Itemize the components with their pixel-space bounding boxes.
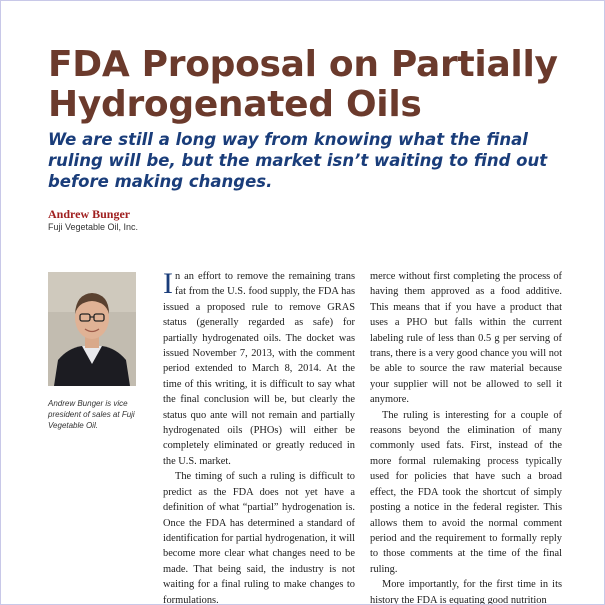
paragraph: The ruling is interesting for a couple of reasons beyond the elimination of many commonly used fats. First, instead of the more formal rulemaking process typically used for policies that have such a broad effect, the FDA took the shortcut of simply posting a notice in the federal register. This allows them to avoid the normal comment period and the requirement to formally reply to those comments at the time of the final ruling. [370,409,562,575]
article-deck: We are still a long way from knowing what the final ruling will be, but the market isn’t waiting to find out before making changes. [48,130,548,191]
paragraph [163,269,355,469]
paragraph: More importantly, for the first time in its history the FDA is equating good nutrition [370,579,562,605]
photo-caption: Andrew Bunger is vice president of sales at Fuji Vegetable Oil. [48,399,135,430]
author-photo [48,272,136,386]
article-title: FDA Proposal on Partially Hydrogenated Oils [48,44,558,125]
body-column-1 [163,269,355,605]
paragraph: merce without first completing the process of having them approved as a food additive. This means that if you have a product that uses a PHO but falls within the current labeling rule of less than 0.5 g per serving of trans, there is a very good chance you will not be able to source the raw material because your supplier will not be allowed to sell it anymore. [370,271,562,406]
author-portrait-image [48,272,136,386]
paragraph-text: n an effort to remove the remaining trans fat from the U.S. food supply, the FDA has issued a proposed rule to remove GRAS status (generally regarded as safe) for partially hydrogenated oils. The docket was issued November 7, 2013, with the comment period extended to March 8, 2014. At the time of this writing, it is difficult to say what the final conclusion will be, but clearly the status quo ante will not remain and partially hydrogenated oils (PHOs) will either be completely eliminated or greatly reduced in the U.S. market. [163,271,355,467]
author-affiliation: Fuji Vegetable Oil, Inc. [48,222,139,232]
paragraph: The timing of such a ruling is difficult to predict as the FDA does not yet have a definition of what “partial” hydrogenation is. Once the FDA has determined a standard of identification for partial hydrogenation, it will become more clear what changes need to be made. That being said, the industry is not waiting for a final ruling to make changes to formulations. [163,471,355,605]
body-column-2 [370,269,562,605]
drop-cap: I [163,267,173,300]
author-name: Andrew Bunger [48,207,131,221]
